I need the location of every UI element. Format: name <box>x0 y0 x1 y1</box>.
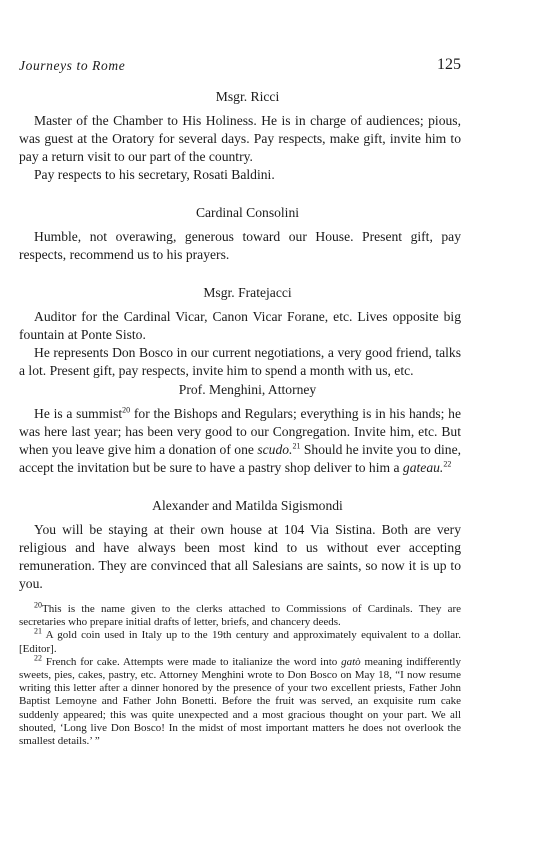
italic-term: gatò <box>341 655 361 668</box>
paragraph: Master of the Chamber to His Holiness. He is in charge of audiences; pious, was guest at the Oratory for several days. Pay respects, make gift, invite him to pay a return visit to our part of the country. <box>19 113 461 164</box>
footnote-text: A gold coin used in Italy up to the 19th century and approximately equivalent to a dollar. [Editor]. <box>19 629 461 655</box>
italic-term: gateau. <box>402 460 444 475</box>
footnote-text: meaning indifferently sweets, pies, cakes, pastry, etc. Attorney Menghini wrote to Don Bosco on May 18, “I now resume writing this letter after a dinner honored by the presence of your two excellent priests, Father John Baptist Lemoyne and Father John Bonetti. Before the fruit was served, an exquisite rum cake suddenly appeared; this was quite unexpected and a most gracious thought on your part. We all shouted, ‘Long live Don Bosco! In the midst of most important matters he does not overlook the smallest details.’ ” <box>19 655 461 748</box>
footnote-mark: 21 <box>34 626 42 636</box>
section-heading: Alexander and Matilda Sigismondi <box>152 498 343 513</box>
footnote <box>19 653 461 748</box>
footnote-ref: 21 <box>292 441 301 451</box>
footnote-ref: 22 <box>443 459 452 469</box>
paragraph: He represents Don Bosco in our current negotiations, a very good friend, talks a lot. Present gift, pay respects, invite him to spend a month with us, etc. <box>19 345 461 378</box>
footnote <box>19 600 461 629</box>
running-head <box>19 58 461 80</box>
section-heading: Cardinal Consolini <box>195 205 300 220</box>
text-run: for the Bishops and Regulars; everything is in his hands; he was here last year; has been very good to our Congregation. Invite him, etc. But when you leave give him a donation of one <box>19 406 461 457</box>
text-run: Should he invite you to dine, accept the invitation but be sure to have a pastry shop deliver to him a <box>19 442 461 475</box>
text-run: He is a summist <box>34 406 123 421</box>
footnote-text: French for cake. Attempts were made to italianize the word into <box>42 655 342 668</box>
running-title: Journeys to Rome <box>19 58 126 73</box>
footnote-text: This is the name given to the clerks attached to Commissions of Cardinals. They are secretaries who prepare initial drafts of letter, briefs, and chancery deeds. <box>19 603 461 629</box>
section-heading: Msgr. Fratejacci <box>203 285 292 300</box>
paragraph: Pay respects to his secretary, Rosati Baldini. <box>34 167 275 182</box>
section-heading: Prof. Menghini, Attorney <box>178 382 317 397</box>
footnote-mark: 22 <box>34 653 42 663</box>
footnote-mark: 20 <box>34 600 42 610</box>
footnote-ref: 20 <box>122 405 131 415</box>
page-number: 125 <box>437 56 461 73</box>
paragraph: You will be staying at their own house at 104 Via Sistina. Both are very religious and have always been most kind to us without ever accepting remuneration. They are convinced that all Salesians are saints, so now it is up to you. <box>19 522 461 591</box>
paragraph: Auditor for the Cardinal Vicar, Canon Vicar Forane, etc. Lives opposite big fountain at Ponte Sisto. <box>19 309 461 342</box>
section-heading: Msgr. Ricci <box>215 89 280 104</box>
page-body <box>19 88 461 748</box>
paragraph: Humble, not overawing, generous toward our House. Present gift, pay respects, recommend us to his prayers. <box>19 229 461 262</box>
paragraph <box>19 405 461 477</box>
italic-term: scudo. <box>257 442 293 457</box>
footnotes <box>19 600 461 748</box>
footnote <box>19 626 461 655</box>
